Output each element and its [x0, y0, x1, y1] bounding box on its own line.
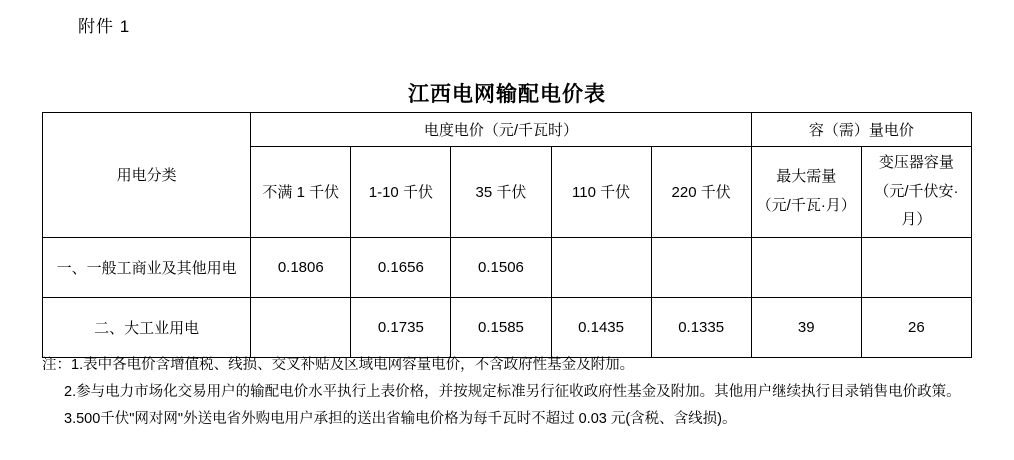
row-0-energy-0: 0.1806: [251, 237, 351, 297]
row-0-energy-3: [551, 237, 651, 297]
page-title: 江西电网输配电价表: [408, 82, 606, 106]
note-1: 注：1.表中各电价含增值税、线损、交叉补贴及区域电网容量电价，不含政府性基金及附加。: [42, 357, 635, 373]
header-voltage-1: 1-10 千伏: [351, 147, 451, 238]
row-1-energy-2: 0.1585: [451, 297, 551, 357]
row-1-capacity-1: 26: [861, 297, 971, 357]
row-0-category: 一、一般工商业及其他用电: [43, 237, 251, 297]
row-0-energy-1: 0.1656: [351, 237, 451, 297]
row-1-energy-4: 0.1335: [651, 297, 751, 357]
attachment-label: 附件 1: [78, 17, 131, 36]
header-group-capacity: 容（需）量电价: [751, 113, 971, 147]
row-1-energy-3: 0.1435: [551, 297, 651, 357]
row-1-capacity-0: 39: [751, 297, 861, 357]
header-voltage-2: 35 千伏: [451, 147, 551, 238]
row-0-capacity-0: [751, 237, 861, 297]
table-row: [43, 237, 972, 297]
header-capacity-transformer: [861, 147, 971, 238]
row-0-energy-4: [651, 237, 751, 297]
header-group-energy: 电度电价（元/千瓦时）: [251, 113, 751, 147]
header-voltage-3: 110 千伏: [551, 147, 651, 238]
header-category: 用电分类: [43, 113, 251, 238]
row-1-energy-0: [251, 297, 351, 357]
row-0-capacity-1: [861, 237, 971, 297]
table-row: [43, 297, 972, 357]
table-header: [43, 113, 972, 238]
row-0-energy-2: 0.1506: [451, 237, 551, 297]
header-capacity-demand-name: 最大需量: [776, 168, 837, 186]
row-1-category: 二、大工业用电: [43, 297, 251, 357]
header-voltage-4: 220 千伏: [651, 147, 751, 238]
header-capacity-demand: [751, 147, 861, 238]
note-3: 3.500千伏"网对网"外送电省外购电用户承担的送出省输电价格为每千瓦时不超过 0.03 元(含税、含线损)。: [64, 410, 737, 427]
header-voltage-0: 不满 1 千伏: [251, 147, 351, 238]
table-body: [43, 237, 972, 357]
row-1-energy-1: 0.1735: [351, 297, 451, 357]
header-capacity-transformer-unit: （元/千伏安·月）: [874, 182, 959, 228]
header-capacity-demand-unit: （元/千瓦·月）: [756, 196, 856, 214]
note-2: 2.参与电力市场化交易用户的输配电价水平执行上表价格，并按规定标准另行征收政府性基金及附加。其他用户继续执行目录销售电价政策。: [64, 383, 961, 400]
price-table: [42, 112, 972, 358]
table-notes: [42, 352, 982, 432]
header-capacity-transformer-name: 变压器容量: [878, 154, 954, 171]
